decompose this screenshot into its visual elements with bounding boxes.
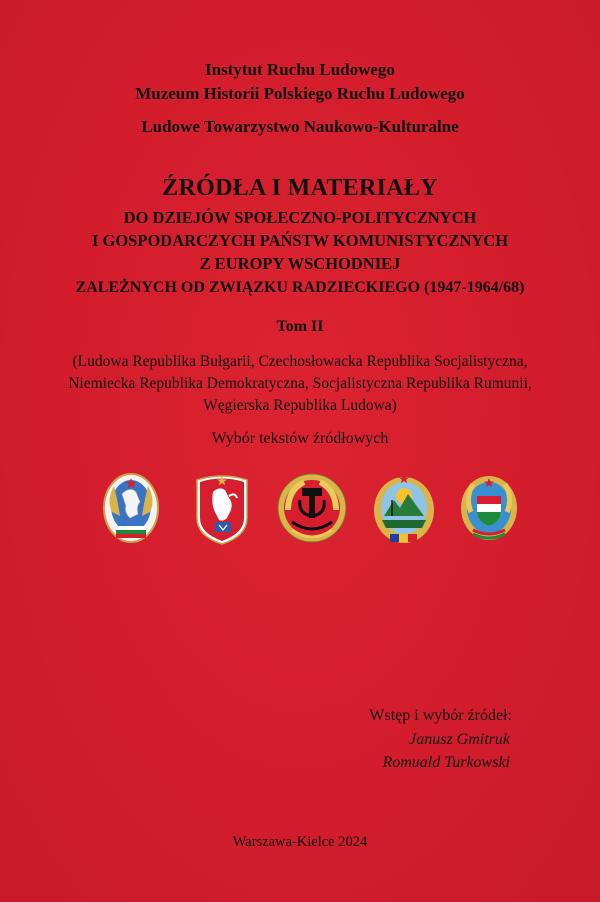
emblems-row [0,470,600,550]
institution-line: Muzeum Historii Polskiego Ruchu Ludowego [135,84,465,103]
countries-line: Węgierska Republika Ludowa) [203,397,397,414]
book-title: ŹRÓDŁA I MATERIAŁY [162,175,438,201]
institution-line: Instytut Ruchu Ludowego [205,60,395,79]
bulgaria-emblem-icon [102,472,160,546]
credits-label: Wstęp i wybór źródeł: [369,707,512,724]
subtitle-line: ZALEŻNYCH OD ZWIĄZKU RADZIECKIEGO (1947-1964/68) [75,279,525,296]
place-year: Warszawa-Kielce 2024 [232,834,368,850]
subtitle-line: I GOSPODARCZYCH PAŃSTW KOMUNISTYCZNYCH [91,231,509,250]
countries-line: (Ludowa Republika Bułgarii, Czechosłowacka Republika Socjalistyczna, [72,353,528,370]
author-name: Romuald Turkowski [382,754,510,771]
subtitle-line: DO DZIEJÓW SPOŁECZNO-POLITYCZNYCH [123,208,477,227]
romania-emblem-icon [370,470,438,546]
selection-note: Wybór tekstów źródłowych [211,430,389,447]
author-name: Janusz Gmitruk [409,731,510,748]
gdr-emblem-icon [274,470,350,546]
institution-line: Ludowe Towarzystwo Naukowo-Kulturalne [141,117,459,136]
hungary-emblem-icon [459,472,519,544]
volume-label: Tom II [276,318,324,335]
czechoslovakia-emblem-icon [193,470,251,546]
countries-line: Niemiecka Republika Demokratyczna, Socjalistyczna Republika Rumunii, [68,375,532,392]
subtitle-line: Z EUROPY WSCHODNIEJ [199,254,401,273]
